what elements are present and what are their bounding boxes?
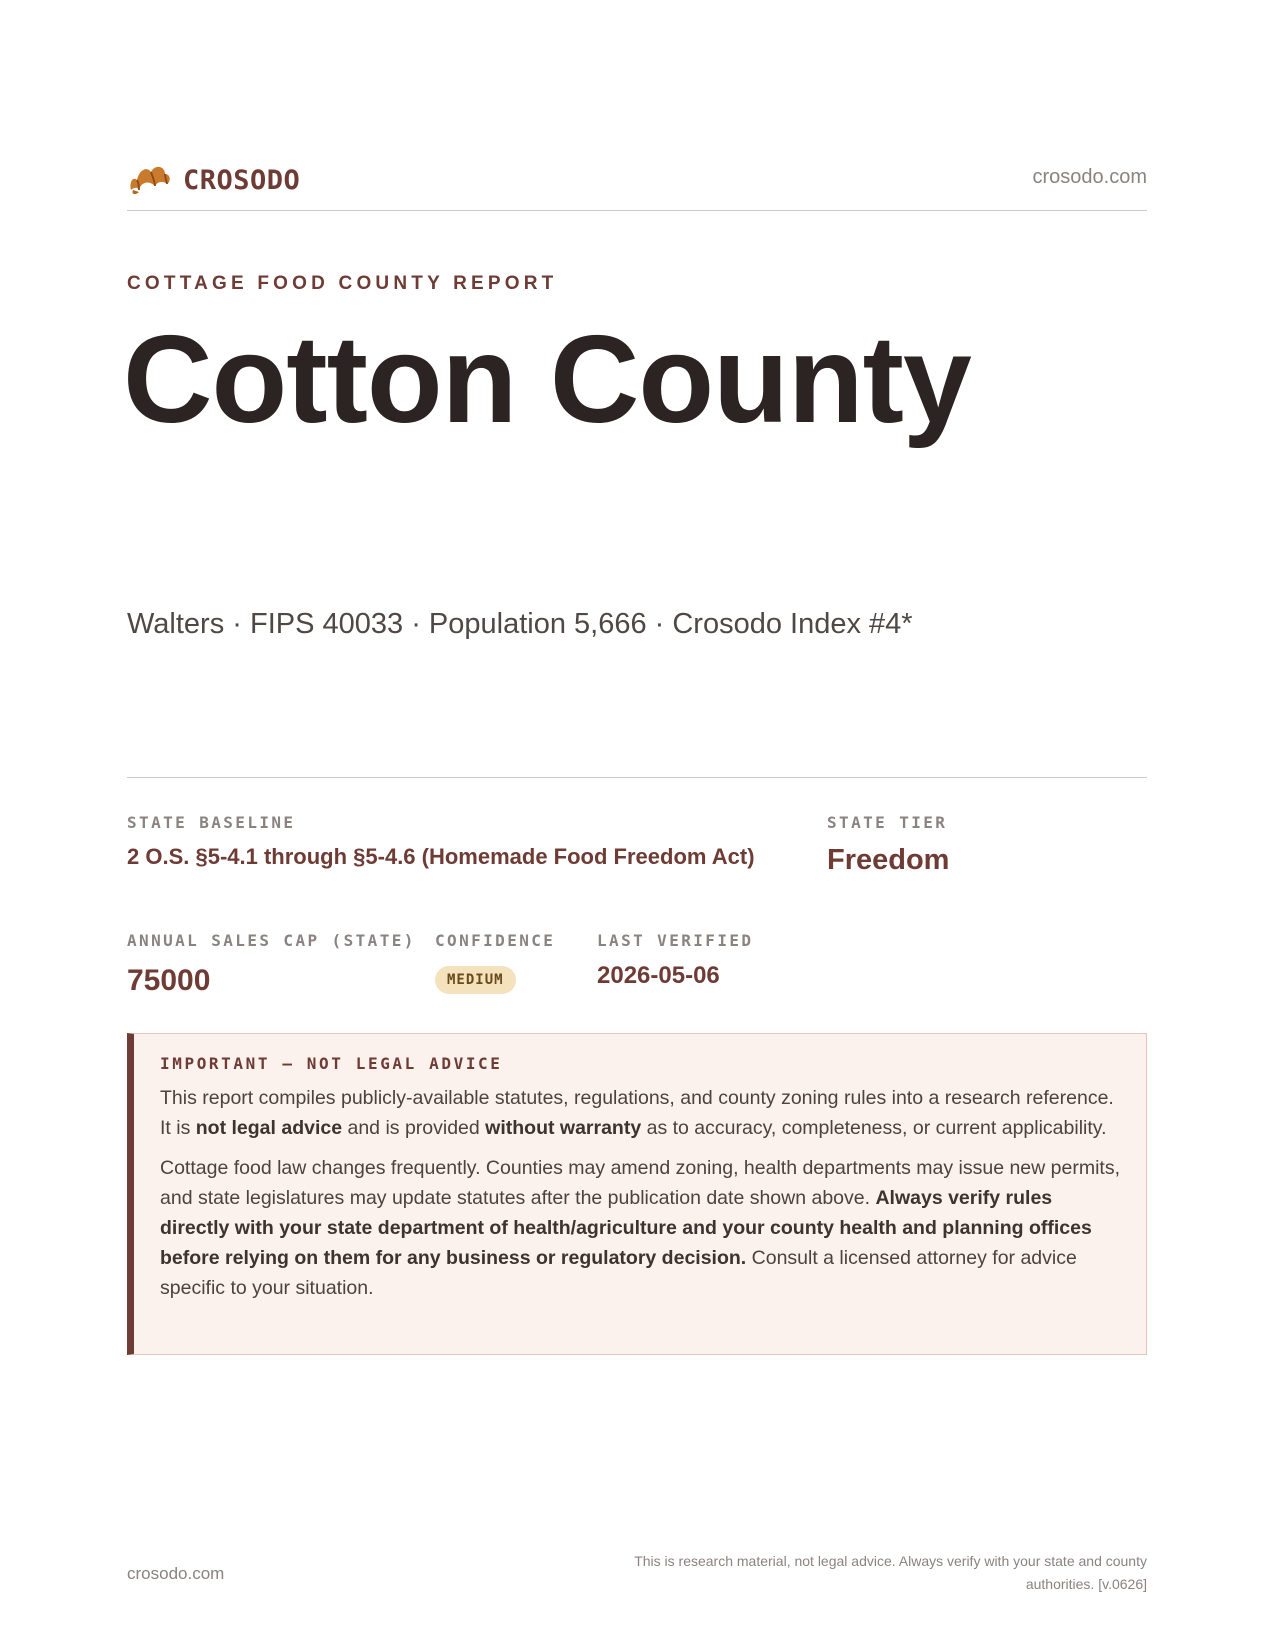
notice-emphasis: Always verify rules directly with your state department of health/agriculture and your county health and planning offices before relying on them for any business or regulatory decision.	[160, 1187, 1092, 1269]
page-title: Cotton County	[123, 311, 971, 449]
header-divider	[127, 210, 1147, 211]
brand-name: CROSODO	[183, 164, 301, 196]
legal-notice	[127, 1033, 1147, 1355]
notice-text: This report compiles publicly-available statutes, regulations, and county zoning rules into a research reference. It is	[160, 1087, 1114, 1139]
county-subtitle: Walters · FIPS 40033 · Population 5,666 · Crosodo Index #4*	[127, 608, 913, 640]
report-eyebrow: COTTAGE FOOD COUNTY REPORT	[127, 273, 558, 294]
notice-text: and is provided	[342, 1117, 486, 1139]
last-verified-label: LAST VERIFIED	[597, 931, 754, 950]
sales-cap-label: ANNUAL SALES CAP (STATE)	[127, 931, 416, 950]
state-baseline-label: STATE BASELINE	[127, 813, 296, 832]
notice-text: Cottage food law changes frequently. Counties may amend zoning, health departments may issue new permits, and state legislatures may update statutes after the publication date shown above.	[160, 1157, 1120, 1209]
state-baseline-value: 2 O.S. §5-4.1 through §5-4.6 (Homemade Food Freedom Act)	[127, 844, 755, 869]
page-header	[127, 160, 1147, 210]
state-baseline-field	[127, 813, 755, 870]
confidence-field	[435, 931, 555, 994]
croissant-icon	[127, 160, 171, 200]
sales-cap-value: 75000	[127, 964, 211, 997]
state-tier-value: Freedom	[827, 844, 950, 876]
site-link[interactable]: crosodo.com	[1032, 166, 1147, 188]
notice-title: IMPORTANT — NOT LEGAL ADVICE	[160, 1054, 503, 1073]
last-verified-field	[597, 931, 753, 990]
notice-emphasis: not legal advice	[195, 1117, 343, 1139]
notice-emphasis: without warranty	[485, 1117, 642, 1139]
state-tier-field	[827, 813, 949, 877]
notice-paragraph-2	[160, 1153, 1120, 1303]
notice-text: as to accuracy, completeness, or current applicability.	[641, 1117, 1107, 1139]
section-divider	[127, 777, 1147, 778]
last-verified-value: 2026-05-06	[597, 962, 720, 989]
state-tier-label: STATE TIER	[827, 813, 948, 832]
footer-disclaimer: This is research material, not legal advice. Always verify with your state and county authorities. [v.0626]	[634, 1553, 1147, 1592]
confidence-label: CONFIDENCE	[435, 931, 556, 950]
notice-text: Consult a licensed attorney for advice specific to your situation.	[160, 1247, 1077, 1299]
brand[interactable]	[127, 160, 300, 200]
notice-paragraph-1	[160, 1083, 1120, 1143]
confidence-badge: MEDIUM	[435, 966, 516, 994]
footer-site-link[interactable]: crosodo.com	[127, 1564, 225, 1583]
report-page	[123, 0, 1147, 1650]
sales-cap-field	[127, 931, 416, 998]
